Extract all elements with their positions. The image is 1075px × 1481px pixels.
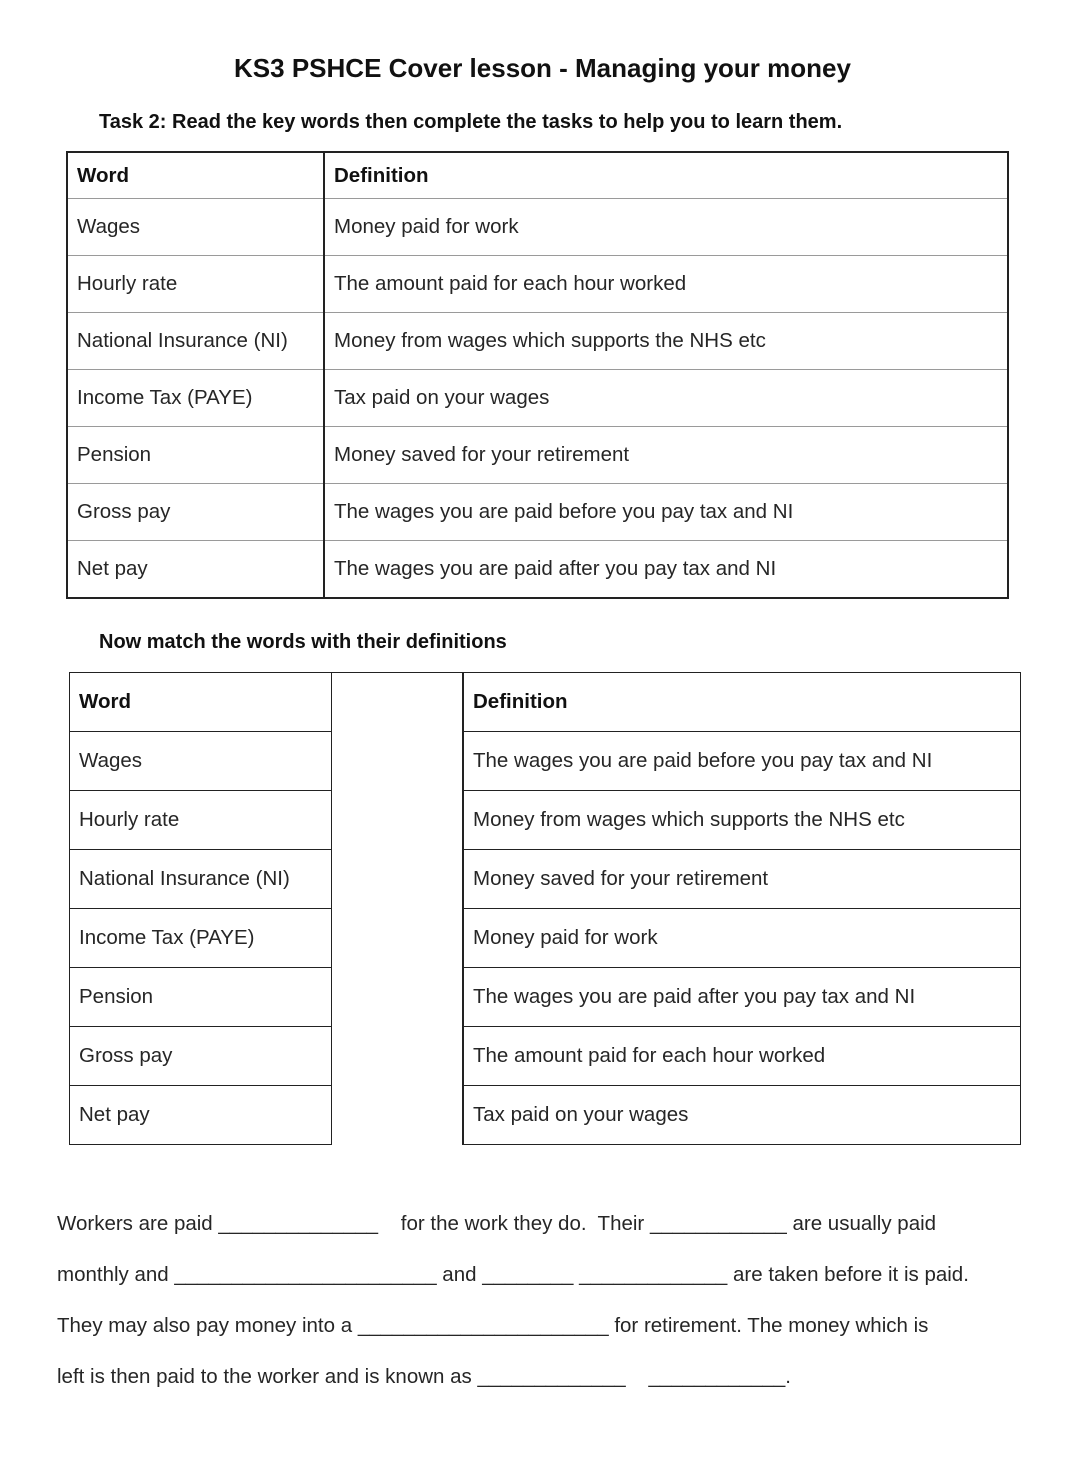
match-definition-cell: Money paid for work — [463, 909, 1021, 968]
match-table — [69, 672, 1021, 1145]
table-row — [67, 313, 1008, 370]
table-row — [67, 370, 1008, 427]
table-row — [70, 909, 1021, 968]
definition-cell: Money from wages which supports the NHS etc — [324, 313, 1008, 370]
key-words-table — [66, 151, 1009, 599]
match-word-cell: National Insurance (NI) — [70, 850, 332, 909]
definition-cell: Money saved for your retirement — [324, 427, 1008, 484]
table-row — [70, 732, 1021, 791]
match-definition-cell: Money saved for your retirement — [463, 850, 1021, 909]
word-cell: National Insurance (NI) — [67, 313, 324, 370]
header-word: Word — [70, 673, 332, 732]
fill-in-line-2[interactable]: monthly and _______________________ and ________ _____________ are taken before it is paid. — [57, 1263, 969, 1286]
table-row — [70, 1086, 1021, 1145]
word-cell: Gross pay — [67, 484, 324, 541]
word-cell: Hourly rate — [67, 256, 324, 313]
matching-space[interactable] — [332, 673, 464, 1145]
table-row — [67, 541, 1008, 599]
task-heading: Task 2: Read the key words then complete the tasks to help you to learn them. — [99, 111, 843, 133]
table-row — [67, 427, 1008, 484]
fill-in-line-1[interactable]: Workers are paid ______________ for the work they do. Their ____________ are usually paid — [57, 1212, 937, 1235]
table-row — [70, 1027, 1021, 1086]
match-word-cell: Net pay — [70, 1086, 332, 1145]
definition-cell: Tax paid on your wages — [324, 370, 1008, 427]
definition-cell: The wages you are paid before you pay tax and NI — [324, 484, 1008, 541]
match-definition-cell: The amount paid for each hour worked — [463, 1027, 1021, 1086]
header-word: Word — [67, 152, 324, 199]
match-word-cell: Pension — [70, 968, 332, 1027]
header-definition: Definition — [324, 152, 1008, 199]
match-definition-cell: The wages you are paid after you pay tax and NI — [463, 968, 1021, 1027]
table-header-row — [70, 673, 1021, 732]
word-cell: Net pay — [67, 541, 324, 599]
match-word-cell: Wages — [70, 732, 332, 791]
match-word-cell: Income Tax (PAYE) — [70, 909, 332, 968]
match-definition-cell: The wages you are paid before you pay tax and NI — [463, 732, 1021, 791]
definition-cell: The amount paid for each hour worked — [324, 256, 1008, 313]
match-definition-cell: Tax paid on your wages — [463, 1086, 1021, 1145]
table-row — [67, 484, 1008, 541]
match-definition-cell: Money from wages which supports the NHS etc — [463, 791, 1021, 850]
word-cell: Wages — [67, 199, 324, 256]
word-cell: Pension — [67, 427, 324, 484]
table-row — [70, 791, 1021, 850]
table-row — [70, 850, 1021, 909]
match-word-cell: Gross pay — [70, 1027, 332, 1086]
table-row — [70, 968, 1021, 1027]
fill-in-line-4[interactable]: left is then paid to the worker and is known as _____________ ____________. — [57, 1365, 791, 1388]
page-title: KS3 PSHCE Cover lesson - Managing your money — [234, 53, 851, 83]
definition-cell: Money paid for work — [324, 199, 1008, 256]
match-word-cell: Hourly rate — [70, 791, 332, 850]
table-header-row — [67, 152, 1008, 199]
header-definition: Definition — [463, 673, 1021, 732]
table-row — [67, 199, 1008, 256]
fill-in-line-3[interactable]: They may also pay money into a ______________________ for retirement. The money which is — [57, 1314, 929, 1337]
match-heading: Now match the words with their definitions — [99, 631, 507, 653]
definition-cell: The wages you are paid after you pay tax and NI — [324, 541, 1008, 599]
word-cell: Income Tax (PAYE) — [67, 370, 324, 427]
table-row — [67, 256, 1008, 313]
